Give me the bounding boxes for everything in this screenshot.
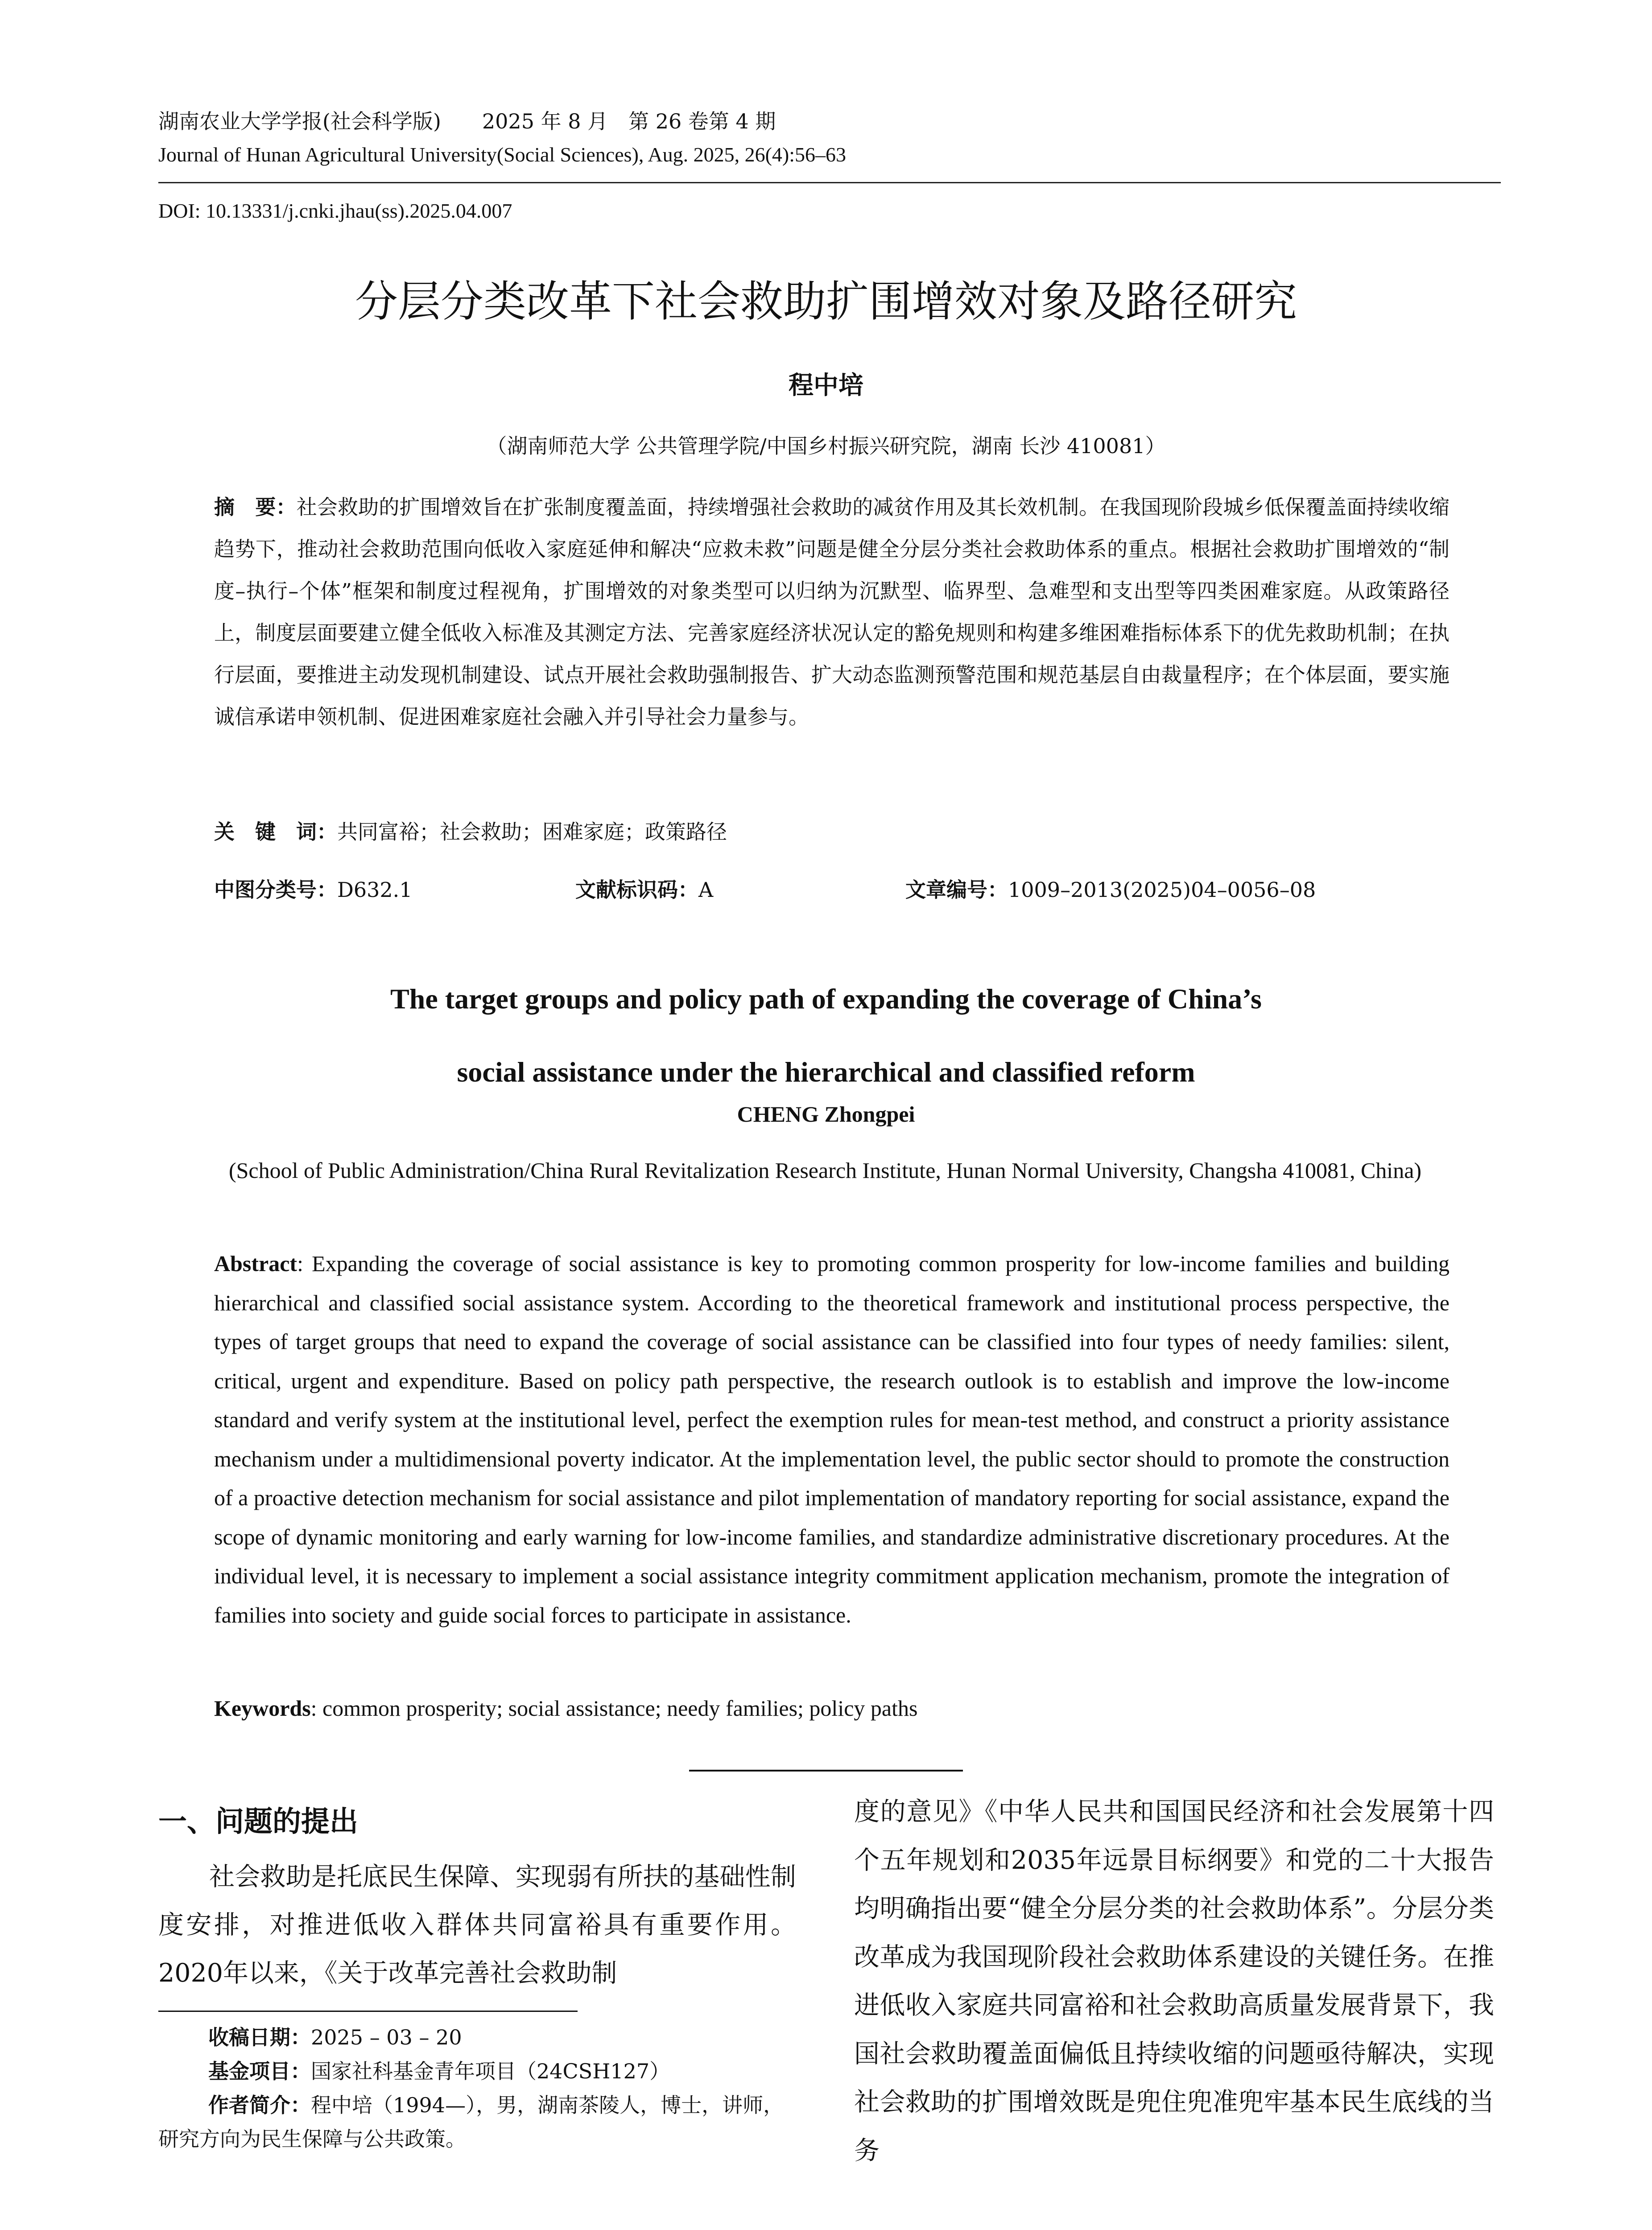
bio-value: 程中培（1994—），男，湖南茶陵人，博士，讲师，研究方向为民生保障与公共政策。 bbox=[158, 2093, 784, 2151]
article-title-cn: 分层分类改革下社会救助扩围增效对象及路径研究 bbox=[355, 277, 1297, 326]
journal-header bbox=[158, 103, 1501, 170]
author-name-cn: 程中培 bbox=[789, 371, 863, 400]
fund-label: 基金项目： bbox=[208, 2059, 311, 2083]
keywords-label-cn: 关 键 词： bbox=[214, 820, 337, 844]
title-en-line-1: The target groups and policy path of expanding the coverage of China’s bbox=[390, 983, 1262, 1015]
article-title-en bbox=[0, 962, 1652, 1109]
body-paragraph-left: 社会救助是托底民生保障、实现弱有所扶的基础性制度安排，对推进低收入群体共同富裕具有重要作用。2020年以来，《关于改革完善社会救助制 bbox=[158, 1862, 796, 1988]
fund-value: 国家社科基金青年项目（24CSH127） bbox=[311, 2059, 670, 2083]
doi-line: DOI: 10.13331/j.cnki.jhau(ss).2025.04.007 bbox=[158, 199, 512, 222]
received-value: 2025 – 03 – 20 bbox=[311, 2025, 462, 2049]
affiliation-en: (School of Public Administration/China Rural Revitalization Research Institute, Hunan Normal University, Changsha 410081, China) bbox=[228, 1158, 1422, 1183]
journal-name-cn: 湖南农业大学学报(社会科学版) 2025 年 8 月 第 26 卷第 4 期 bbox=[158, 109, 776, 133]
received-date bbox=[158, 2020, 796, 2054]
footnote-divider bbox=[158, 2011, 578, 2012]
clc-value: D632.1 bbox=[337, 878, 413, 902]
fund-project bbox=[158, 2054, 796, 2088]
keywords-text-en: : common prosperity; social assistance; needy families; policy paths bbox=[310, 1696, 918, 1721]
keywords-en bbox=[214, 1690, 1450, 1726]
clc-number bbox=[214, 870, 413, 910]
bio-label: 作者简介： bbox=[208, 2093, 311, 2117]
affiliation-cn: （湖南师范大学 公共管理学院/中国乡村振兴研究院，湖南 长沙 410081） bbox=[486, 434, 1166, 458]
keywords-text-cn: 共同富裕；社会救助；困难家庭；政策路径 bbox=[337, 820, 727, 844]
doc-code-label: 文献标识码： bbox=[575, 878, 698, 902]
body-column-right: 度的意见》《中华人民共和国国民经济和社会发展第十四个五年规划和2035年远景目标纲要》和党的二十大报告均明确指出要“健全分层分类的社会救助体系”。分层分类改革成为我国现阶段社会救助体系建设的关键任务。在推进低收入家庭共同富裕和社会救助高质量发展背景下，我国社会救助覆盖面偏低且持续收缩的问题亟待解决，实现社会救助的扩围增效既是兜住兜准兜牢基本民生底线的当务 bbox=[854, 1797, 1494, 2165]
article-no-value: 1009–2013(2025)04–0056–08 bbox=[1008, 878, 1316, 902]
doc-code-value: A bbox=[698, 878, 714, 902]
clc-label: 中图分类号： bbox=[214, 878, 337, 902]
title-en-line-2: social assistance under the hierarchical and classified reform bbox=[457, 1056, 1195, 1088]
keywords-label-en: Keywords bbox=[214, 1696, 311, 1721]
document-code bbox=[575, 870, 713, 910]
article-no-label: 文章编号： bbox=[905, 878, 1008, 902]
keywords-cn bbox=[214, 812, 1450, 852]
footnote-block bbox=[158, 2020, 796, 2156]
received-label: 收稿日期： bbox=[208, 2025, 311, 2049]
abstract-label-cn: 摘 要： bbox=[214, 495, 297, 519]
section-heading: 一、问题的提出 bbox=[158, 1805, 358, 1838]
abstract-cn bbox=[214, 486, 1450, 738]
header-divider bbox=[158, 182, 1501, 183]
author-name-en: CHENG Zhongpei bbox=[737, 1102, 915, 1127]
author-bio bbox=[158, 2088, 796, 2156]
article-number bbox=[905, 870, 1316, 910]
abstract-label-en: Abstract bbox=[214, 1251, 297, 1276]
abstract-text-en: : Expanding the coverage of social assistance is key to promoting common prosperity for low-income families and building hierarchical and classified social assistance system. According to the theoretical framework and institutional process perspective, the types of target groups that need to expand the coverage of social assistance can be classified into four types of needy families: silent, critical, urgent and expenditure. Based on policy path perspective, the research outlook is to establish and improve the low-income standard and verify system at the institutional level, perfect the exemption rules for mean-test method, and construct a priority assistance mechanism under a multidimensional poverty indicator. At the implementation level, the public sector should to promote the construction of a proactive detection mechanism for social assistance and pilot implementation of mandatory reporting for social assistance, expand the scope of dynamic monitoring and early warning for low-income families, and standardize administrative discretionary procedures. At the individual level, it is necessary to implement a social assistance integrity commitment application mechanism, promote the integration of families into society and guide social forces to participate in assistance. bbox=[214, 1251, 1450, 1627]
journal-name-en: Journal of Hunan Agricultural University(Social Sciences), Aug. 2025, 26(4):56–63 bbox=[158, 143, 846, 166]
section-separator bbox=[689, 1770, 963, 1772]
body-column-left bbox=[158, 1797, 796, 1997]
abstract-en bbox=[214, 1244, 1450, 1635]
abstract-text-cn: 社会救助的扩围增效旨在扩张制度覆盖面，持续增强社会救助的减贫作用及其长效机制。在我国现阶段城乡低保覆盖面持续收缩趋势下，推动社会救助范围向低收入家庭延伸和解决“应救未救”问题是健全分层分类社会救助体系的重点。根据社会救助扩围增效的“制度–执行–个体”框架和制度过程视角，扩围增效的对象类型可以归纳为沉默型、临界型、急难型和支出型等四类困难家庭。从政策路径上，制度层面要建立健全低收入标准及其测定方法、完善家庭经济状况认定的豁免规则和构建多维困难指标体系下的优先救助机制；在执行层面，要推进主动发现机制建设、试点开展社会救助强制报告、扩大动态监测预警范围和规范基层自由裁量程序；在个体层面，要实施诚信承诺申领机制、促进困难家庭社会融入并引导社会力量参与。 bbox=[214, 495, 1450, 729]
